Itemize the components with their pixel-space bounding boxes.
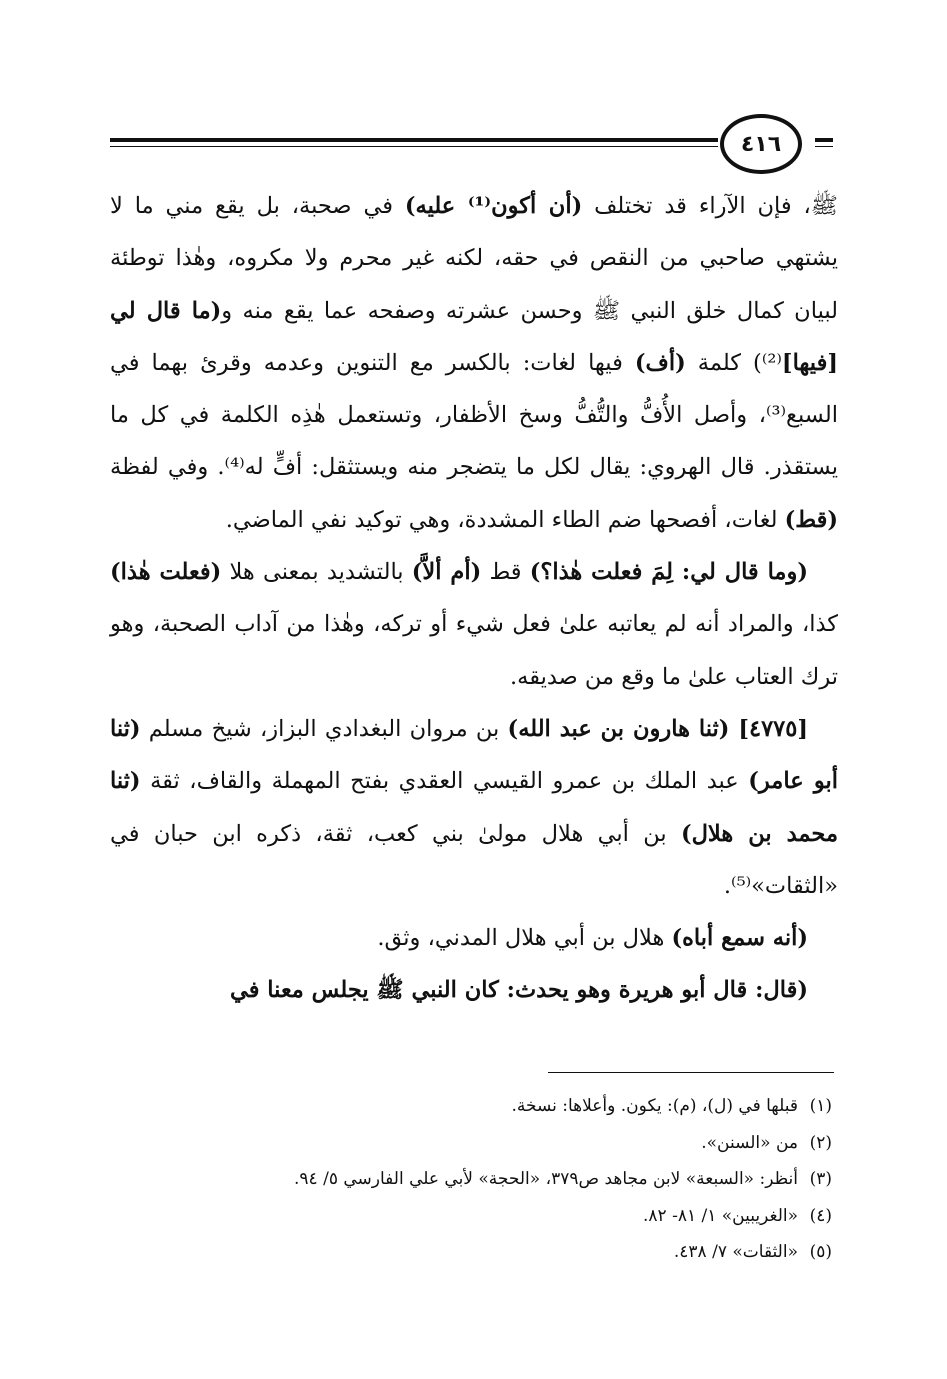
bold-text-run: (أف) [634,349,686,376]
paragraph [110,180,838,546]
header-rule [110,138,718,142]
bold-text-run: (قط) [784,506,838,533]
footnote [110,1125,832,1162]
page-header [110,114,833,180]
header-rule-thin [110,146,718,147]
header-rule-end [815,138,833,142]
header-rule-end-thin [815,146,833,147]
bold-text-run: (أم ألاَّ) [411,559,482,586]
bold-text-run: [٤٧٧٥] (ثنا هارون بن عبد الله) [507,715,808,742]
text-run: ﷺ، فإن الآراء قد تختلف [582,193,838,219]
footnote [110,1198,832,1235]
footnote-number: (٢) [809,1132,832,1153]
footnote-text: من «السنن». [701,1132,798,1153]
text-run: بن مروان البغدادي البزاز، شيخ مسلم [140,715,508,742]
bold-text-run: (ثنا محمد بن هلال) [110,768,839,847]
text-run: هلال بن أبي هلال المدني، وثق. [377,925,672,952]
text-run: عبد الملك بن عمرو القيسي العقدي بفتح المهملة والقاف، ثقة [140,768,749,795]
bold-text-run: (ثنا أبو عامر) [110,715,838,795]
footnote-number: (١) [809,1096,832,1116]
bold-text-run: (أنه سمع أباه) [671,925,808,952]
text-run: قط [481,559,530,586]
page-number: ٤١٦ [720,114,802,174]
text-run: في صحبة، بل يقع مني ما لا يشتهي صاحبي من النقص في حقه، لكنه غير محرم ولا مكروه، وهٰذا توطئة لبيان كمال خلق النبي ﷺ وحسن عشرته وصفحه عما يقع منه و [110,193,838,324]
footnote-number: (٣) [809,1169,832,1189]
footnote-text: أنظر: «السبعة» لابن مجاهد ص٣٧٩، «الحجة» لأبي علي الفارسي ٥/ ٩٤. [294,1169,798,1189]
bold-text-run: (وما قال لي: لِمَ فعلت هٰذا؟) [529,559,808,586]
bold-text-run: (قال: قال أبو هريرة وهو يحدث: كان النبي ﷺ يجلس معنا في [229,977,808,1004]
footnote-text: قبلها في (ل)، (م): يكون. وأعلاها: نسخة. [511,1096,798,1116]
bold-text-run: (فعلت هٰذا) [110,559,222,586]
footnote [110,1234,832,1271]
text-run: لغات، أفصحها ضم الطاء المشددة، وهي توكيد نفي الماضي. [225,506,785,533]
bold-text-run: (ما قال لي [فيها] [110,297,838,376]
footnotes [110,1088,832,1271]
text-run: ⁽²⁾) كلمة [685,349,782,376]
footnote-number: (٤) [809,1205,832,1226]
footnote-number: (٥) [809,1242,832,1262]
paragraph [110,964,838,1016]
paragraph [110,912,838,964]
paragraph [110,703,838,912]
footnote-text: «الغريبين» ١/ ٨١- ٨٢. [643,1205,798,1226]
text-run: فيها لغات: بالكسر مع التنوين وعدمه وقرئ بهما في السبع⁽³⁾، وأصل الأُفُّ والتُّفُّ وسخ الأظفار، وتستعمل هٰذِه الكلمة في كل ما يستقذر. قال الهروي: يقال لكل ما يتضجر منه ويستثقل: أفٍّ له⁽⁴⁾. وفي لفظة [110,349,839,481]
footnote [110,1161,832,1198]
bold-text-run: (أن أكون⁽¹⁾ عليه) [404,193,583,219]
footnote-separator [548,1072,834,1073]
footnote-text: «الثقات» ٧/ ٤٣٨. [673,1242,798,1262]
footnote [110,1088,832,1125]
body-text [110,180,838,1017]
text-run: بن أبي هلال مولىٰ بني كعب، ثقة، ذكره ابن حبان في «الثقات»⁽⁵⁾. [110,820,838,899]
text-run: كذا، والمراد أنه لم يعاتبه علىٰ فعل شيء أو تركه، وهٰذا من آداب الصحبة، وهو ترك العتاب علىٰ ما وقع من صديقه. [110,611,838,690]
paragraph [110,546,838,703]
text-run: بالتشديد بمعنى هلا [221,559,412,586]
